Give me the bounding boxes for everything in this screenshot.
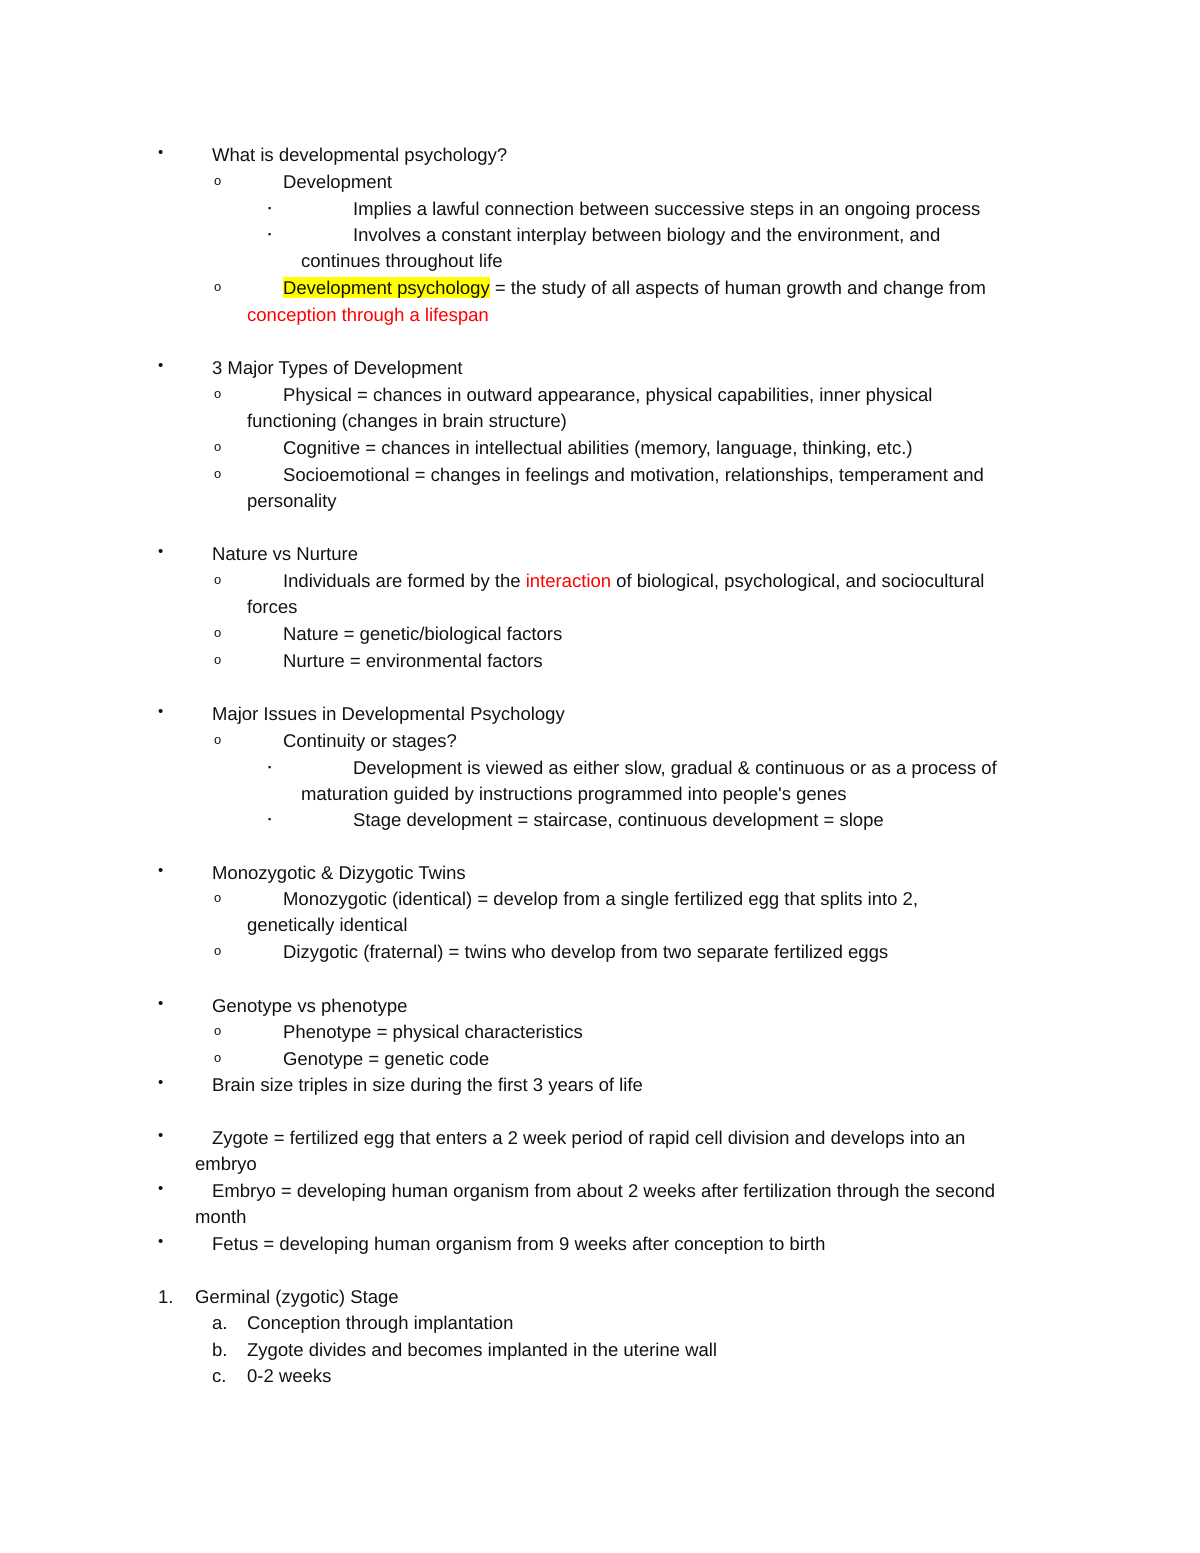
ring-marker: o bbox=[214, 732, 222, 747]
bullet-marker: • bbox=[158, 1074, 164, 1091]
letter-label: b. bbox=[212, 1339, 228, 1360]
ring-marker: o bbox=[214, 1050, 222, 1065]
item-socioemotional-cont: personality bbox=[247, 490, 337, 511]
square-marker: ▪ bbox=[268, 229, 272, 239]
heading-what-is-dev-psych: What is developmental psychology? bbox=[212, 144, 508, 165]
item-zygote-cont: embryo bbox=[195, 1153, 257, 1174]
heading-germinal-stage: Germinal (zygotic) Stage bbox=[195, 1286, 399, 1307]
heading-major-types: 3 Major Types of Development bbox=[212, 357, 463, 378]
red-term-interaction: interaction bbox=[525, 570, 612, 591]
letter-label: c. bbox=[212, 1365, 227, 1386]
item-interplay: Involves a constant interplay between biology and the environment, and bbox=[353, 224, 941, 245]
item-phenotype: Phenotype = physical characteristics bbox=[283, 1021, 583, 1042]
ring-marker: o bbox=[214, 572, 222, 587]
square-marker: ▪ bbox=[268, 203, 272, 213]
heading-twins: Monozygotic & Dizygotic Twins bbox=[212, 862, 466, 883]
letter-label: a. bbox=[212, 1312, 228, 1333]
item-zygote: Zygote = fertilized egg that enters a 2 week period of rapid cell division and develops into an bbox=[212, 1127, 966, 1148]
item-fetus: Fetus = developing human organism from 9 weeks after conception to birth bbox=[212, 1233, 826, 1254]
bullet-marker: • bbox=[158, 703, 164, 720]
definition-text: = the study of all aspects of human growth and change from bbox=[489, 277, 986, 298]
item-lawful-connection: Implies a lawful connection between successive steps in an ongoing process bbox=[353, 198, 981, 219]
item-zygote-divides: Zygote divides and becomes implanted in the uterine wall bbox=[247, 1339, 717, 1360]
ring-marker: o bbox=[214, 1023, 222, 1038]
text-part: Individuals are formed by the bbox=[283, 570, 526, 591]
item-embryo-cont: month bbox=[195, 1206, 247, 1227]
item-monozygotic: Monozygotic (identical) = develop from a single fertilized egg that splits into 2, bbox=[283, 888, 918, 909]
item-individuals-cont: forces bbox=[247, 596, 298, 617]
ring-marker: o bbox=[214, 466, 222, 481]
item-conception: Conception through implantation bbox=[247, 1312, 514, 1333]
ring-marker: o bbox=[214, 279, 222, 294]
item-viewed: Development is viewed as either slow, gradual & continuous or as a process of bbox=[353, 757, 997, 778]
item-viewed-cont: maturation guided by instructions programmed into people's genes bbox=[301, 783, 847, 804]
item-interplay-cont: continues throughout life bbox=[301, 250, 503, 271]
item-brain-size: Brain size triples in size during the first 3 years of life bbox=[212, 1074, 643, 1095]
item-physical-cont: functioning (changes in brain structure) bbox=[247, 410, 567, 431]
number-label: 1. bbox=[158, 1286, 174, 1307]
heading-genotype: Genotype vs phenotype bbox=[212, 995, 408, 1016]
ring-marker: o bbox=[214, 625, 222, 640]
ring-marker: o bbox=[214, 173, 222, 188]
ring-marker: o bbox=[214, 439, 222, 454]
item-individuals bbox=[283, 570, 984, 592]
bullet-marker: • bbox=[158, 144, 164, 161]
item-socioemotional: Socioemotional = changes in feelings and motivation, relationships, temperament and bbox=[283, 464, 984, 485]
bullet-marker: • bbox=[158, 1127, 164, 1144]
bullet-marker: • bbox=[158, 1233, 164, 1250]
highlighted-term: Development psychology bbox=[283, 277, 490, 298]
item-def-dev-psych bbox=[283, 277, 986, 299]
item-dizygotic: Dizygotic (fraternal) = twins who develop from two separate fertilized eggs bbox=[283, 941, 889, 962]
item-nature-def: Nature = genetic/biological factors bbox=[283, 623, 563, 644]
bullet-marker: • bbox=[158, 357, 164, 374]
definition-red-cont: conception through a lifespan bbox=[247, 304, 489, 325]
item-cognitive: Cognitive = chances in intellectual abilities (memory, language, thinking, etc.) bbox=[283, 437, 913, 458]
ring-marker: o bbox=[214, 386, 222, 401]
heading-major-issues: Major Issues in Developmental Psychology bbox=[212, 703, 565, 724]
bullet-marker: • bbox=[158, 862, 164, 879]
item-monozygotic-cont: genetically identical bbox=[247, 914, 408, 935]
item-development: Development bbox=[283, 171, 393, 192]
ring-marker: o bbox=[214, 652, 222, 667]
item-embryo: Embryo = developing human organism from about 2 weeks after fertilization through the second bbox=[212, 1180, 996, 1201]
bullet-marker: • bbox=[158, 995, 164, 1012]
text-part: of biological, psychological, and sociocultural bbox=[611, 570, 985, 591]
item-stage-development: Stage development = staircase, continuous development = slope bbox=[353, 809, 884, 830]
bullet-marker: • bbox=[158, 1180, 164, 1197]
ring-marker: o bbox=[214, 943, 222, 958]
item-weeks: 0-2 weeks bbox=[247, 1365, 332, 1386]
square-marker: ▪ bbox=[268, 814, 272, 824]
heading-nature-nurture: Nature vs Nurture bbox=[212, 543, 358, 564]
ring-marker: o bbox=[214, 890, 222, 905]
item-genotype-def: Genotype = genetic code bbox=[283, 1048, 490, 1069]
item-nurture-def: Nurture = environmental factors bbox=[283, 650, 543, 671]
bullet-marker: • bbox=[158, 543, 164, 560]
square-marker: ▪ bbox=[268, 762, 272, 772]
item-physical: Physical = chances in outward appearance, physical capabilities, inner physical bbox=[283, 384, 933, 405]
item-continuity: Continuity or stages? bbox=[283, 730, 457, 751]
